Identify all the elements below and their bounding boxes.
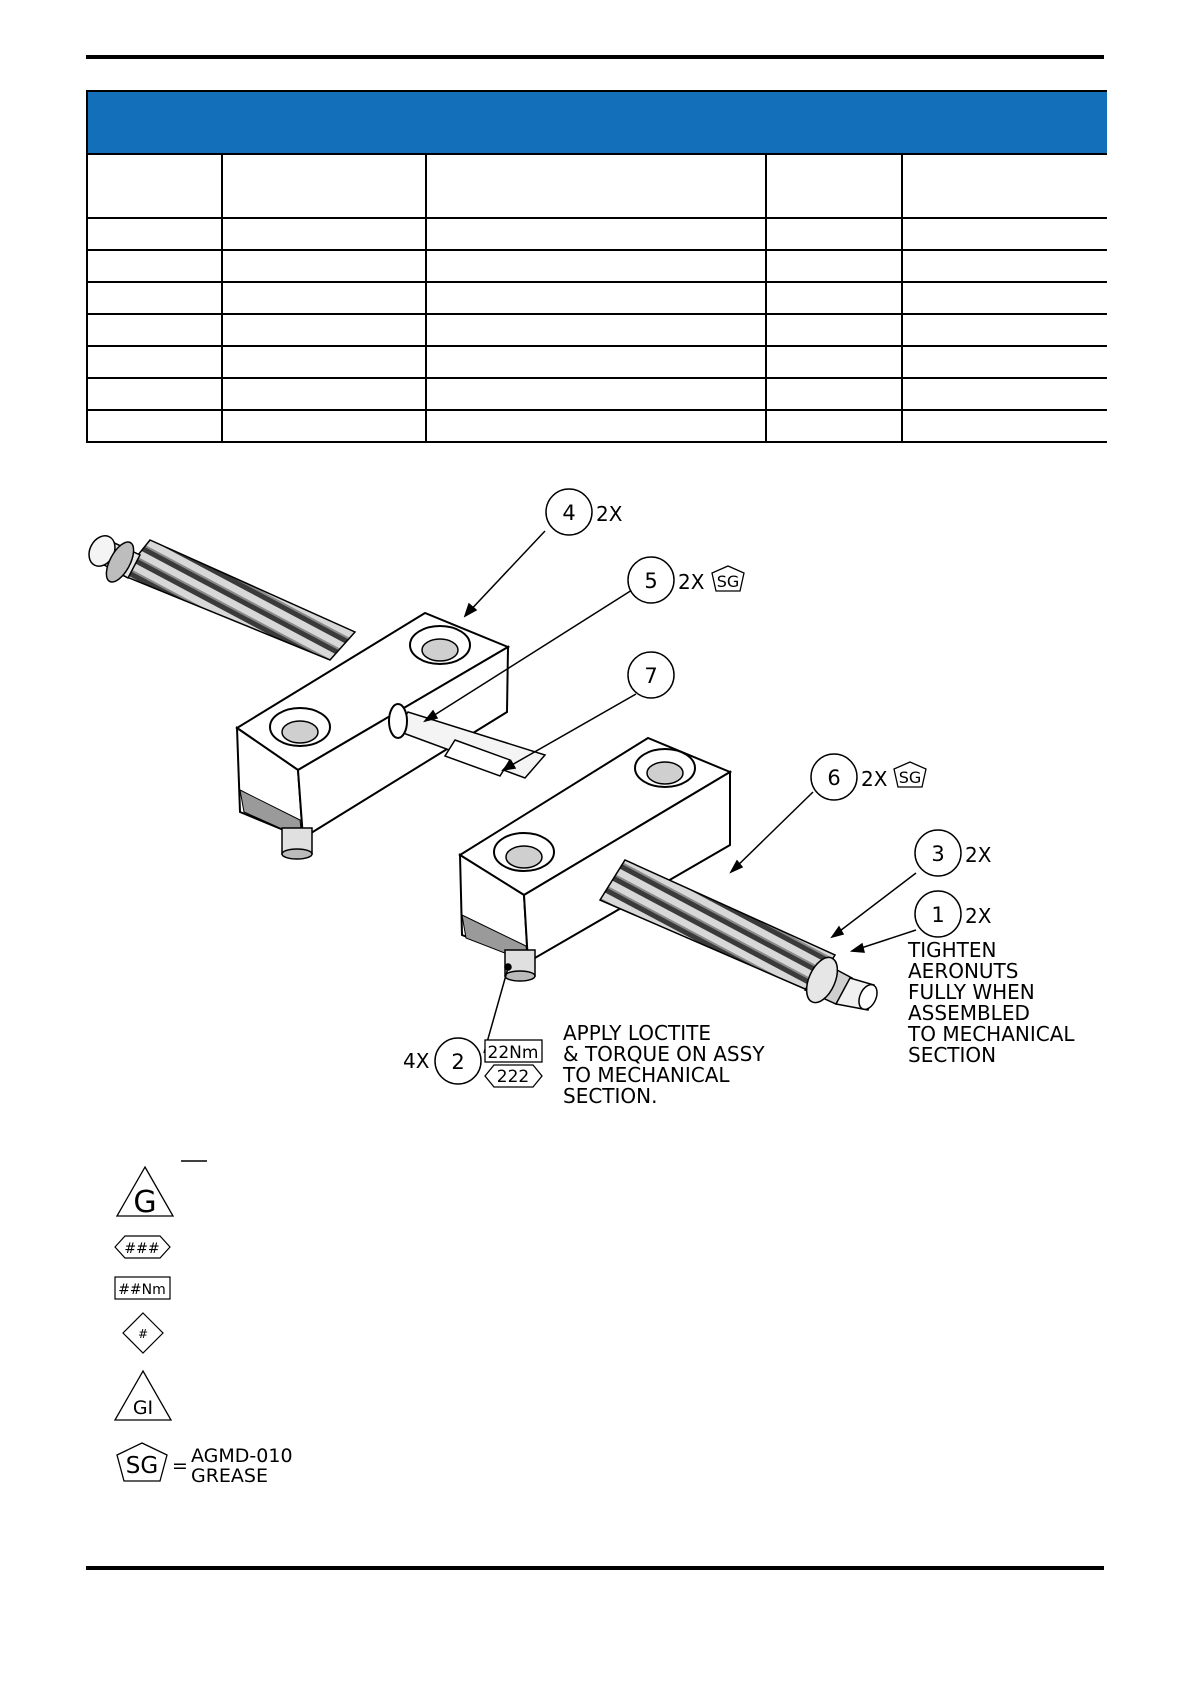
legend-symbol-text: SG: [125, 1453, 159, 1479]
bom-col-4: [766, 154, 902, 218]
table-cell: [222, 282, 426, 314]
quantity-label: 4X: [403, 1049, 430, 1073]
table-cell: [766, 410, 902, 442]
table-cell: [766, 314, 902, 346]
legend-description-line: AGMD-010: [191, 1445, 293, 1467]
table-cell: [426, 346, 766, 378]
legend-gi-symbol: [115, 1371, 171, 1420]
table-cell: [426, 378, 766, 410]
note-line: SECTION: [908, 1043, 997, 1067]
table-cell: [426, 282, 766, 314]
note-line: FULLY WHEN: [908, 980, 1035, 1004]
table-cell: [902, 314, 1107, 346]
table-row: [87, 218, 1107, 250]
table-cell: [766, 282, 902, 314]
balloon-number: 3: [931, 842, 945, 866]
loctite-grade: 222: [496, 1067, 530, 1087]
legend-note-symbol: [123, 1313, 163, 1353]
table-cell: [222, 378, 426, 410]
balloon-number: 2: [451, 1050, 465, 1074]
table-cell: [426, 410, 766, 442]
callout-item-7: [628, 652, 674, 698]
note-line: ASSEMBLED: [908, 1001, 1030, 1025]
table-row: [87, 282, 1107, 314]
callout-item-2: [403, 1038, 542, 1087]
table-row: [87, 250, 1107, 282]
table-cell: [222, 346, 426, 378]
bill-of-materials-table: [86, 90, 1107, 443]
table-cell: [766, 218, 902, 250]
note-line: APPLY LOCTITE: [563, 1021, 711, 1045]
table-row: [87, 378, 1107, 410]
quantity-label: 2X: [965, 904, 992, 928]
assembly-drawing: [0, 480, 1190, 1120]
legend-symbol-text: G: [133, 1185, 157, 1220]
bom-col-3: [426, 154, 766, 218]
bom-col-5: [902, 154, 1107, 218]
grease-symbol-text: SG: [898, 768, 922, 787]
callout-item-5: [628, 557, 744, 603]
legend-torque-symbol: [115, 1277, 170, 1299]
note-line: TIGHTEN: [908, 938, 997, 962]
callout-item-3: [915, 830, 992, 876]
symbol-legend: [0, 1140, 420, 1500]
balloon-number: 7: [644, 664, 658, 688]
legend-symbol-text: GI: [132, 1397, 154, 1419]
legend-symbol-text: ##Nm: [118, 1282, 166, 1298]
quantity-label: 2X: [965, 843, 992, 867]
note-line: TO MECHANICAL: [563, 1063, 730, 1087]
table-cell: [902, 250, 1107, 282]
callout-item-6: [811, 754, 926, 800]
note-line: AERONUTS: [908, 959, 1019, 983]
table-row: [87, 346, 1107, 378]
quantity-label: 2X: [596, 502, 623, 526]
grease-symbol-text: SG: [716, 572, 740, 591]
table-cell: [902, 218, 1107, 250]
table-cell: [87, 410, 222, 442]
apply-loctite-note: [562, 1021, 765, 1108]
table-cell: [87, 282, 222, 314]
left-spring-assembly: [84, 531, 355, 660]
bom-column-headers: [87, 154, 1107, 218]
table-cell: [222, 314, 426, 346]
table-cell: [902, 378, 1107, 410]
table-cell: [222, 250, 426, 282]
legend-description-line: GREASE: [191, 1465, 268, 1487]
quantity-label: 2X: [861, 767, 888, 791]
balloon-number: 1: [931, 903, 945, 927]
legend-symbol-text: ###: [124, 1241, 160, 1257]
note-line: SECTION.: [563, 1084, 658, 1108]
table-row: [87, 314, 1107, 346]
legend-equals: =: [172, 1455, 188, 1477]
top-rule: [86, 55, 1104, 59]
balloon-number: 5: [644, 569, 658, 593]
legend-grease-symbol: [117, 1167, 173, 1220]
table-cell: [87, 346, 222, 378]
legend-sg-symbol: [117, 1443, 293, 1487]
table-cell: [222, 218, 426, 250]
note-line: TO MECHANICAL: [908, 1022, 1075, 1046]
legend-loctite-symbol: [115, 1236, 170, 1258]
right-spring-assembly: [600, 860, 881, 1012]
table-cell: [766, 378, 902, 410]
callout-item-4: [546, 489, 623, 535]
quantity-label: 2X: [678, 570, 705, 594]
table-cell: [766, 346, 902, 378]
bom-header-title: [87, 91, 1107, 154]
table-cell: [426, 218, 766, 250]
table-cell: [426, 314, 766, 346]
table-cell: [87, 314, 222, 346]
tighten-aeronuts-note: [907, 938, 1075, 1067]
bom-col-1: [87, 154, 222, 218]
table-cell: [902, 346, 1107, 378]
table-cell: [87, 378, 222, 410]
callout-item-1: [915, 891, 992, 937]
legend-symbol-text: #: [137, 1327, 149, 1341]
note-line: & TORQUE ON ASSY: [563, 1042, 765, 1066]
table-cell: [87, 250, 222, 282]
balloon-number: 4: [562, 501, 576, 525]
bom-header-band: [87, 91, 1107, 154]
table-cell: [222, 410, 426, 442]
balloon-number: 6: [827, 766, 841, 790]
table-cell: [766, 250, 902, 282]
table-row: [87, 410, 1107, 442]
table-cell: [902, 282, 1107, 314]
bottom-rule: [86, 1566, 1104, 1570]
table-cell: [902, 410, 1107, 442]
table-cell: [426, 250, 766, 282]
torque-value: 22Nm: [487, 1043, 539, 1063]
bom-col-2: [222, 154, 426, 218]
table-cell: [87, 218, 222, 250]
